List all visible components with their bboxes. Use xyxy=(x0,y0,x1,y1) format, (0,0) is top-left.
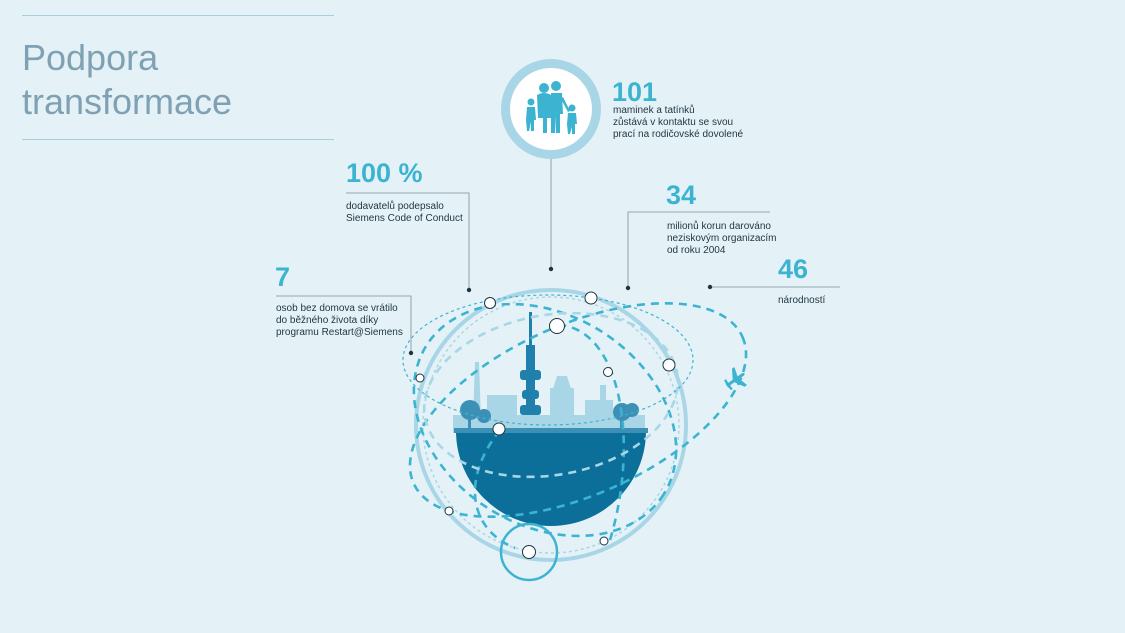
stat-donations-line: od roku 2004 xyxy=(667,245,726,256)
airplane-icon xyxy=(720,364,750,394)
stat-homeless-number: 7 xyxy=(275,262,291,292)
stat-nationalities-number: 46 xyxy=(778,254,809,284)
stat-suppliers-text xyxy=(346,201,463,225)
stat-parents-number: 101 xyxy=(612,77,658,107)
stat-donations-number: 34 xyxy=(666,180,697,210)
stat-nationalities-text xyxy=(778,295,825,307)
tv-tower xyxy=(520,312,541,415)
stat-suppliers-line: dodavatelů podepsalo xyxy=(346,201,444,212)
title-line-1: Podpora xyxy=(22,37,159,78)
stat-parents-line: prací na rodičovské dovolené xyxy=(613,129,744,140)
stat-donations-line: milionů korun darováno xyxy=(667,221,771,232)
stat-donations-text xyxy=(667,221,776,257)
stat-parents-line: maminek a tatínků xyxy=(613,105,695,116)
stat-homeless-text xyxy=(276,303,403,339)
stat-donations-line: neziskovým organizacím xyxy=(667,233,777,244)
stat-homeless-line: programu Restart@Siemens xyxy=(276,327,403,338)
stat-homeless-line: do běžného života díky xyxy=(276,315,379,326)
stat-suppliers-line: Siemens Code of Conduct xyxy=(346,213,463,224)
city-globe-icon xyxy=(371,257,777,583)
stat-homeless-line: osob bez domova se vrátilo xyxy=(276,303,398,314)
family-badge xyxy=(501,59,601,159)
title-line-2: transformace xyxy=(22,81,233,122)
stat-parents-text xyxy=(613,105,743,141)
stat-parents-line: zůstává v kontaktu se svou xyxy=(613,117,734,128)
stat-suppliers-number: 100 % xyxy=(346,158,423,188)
stat-nationalities-line: národností xyxy=(778,295,826,306)
